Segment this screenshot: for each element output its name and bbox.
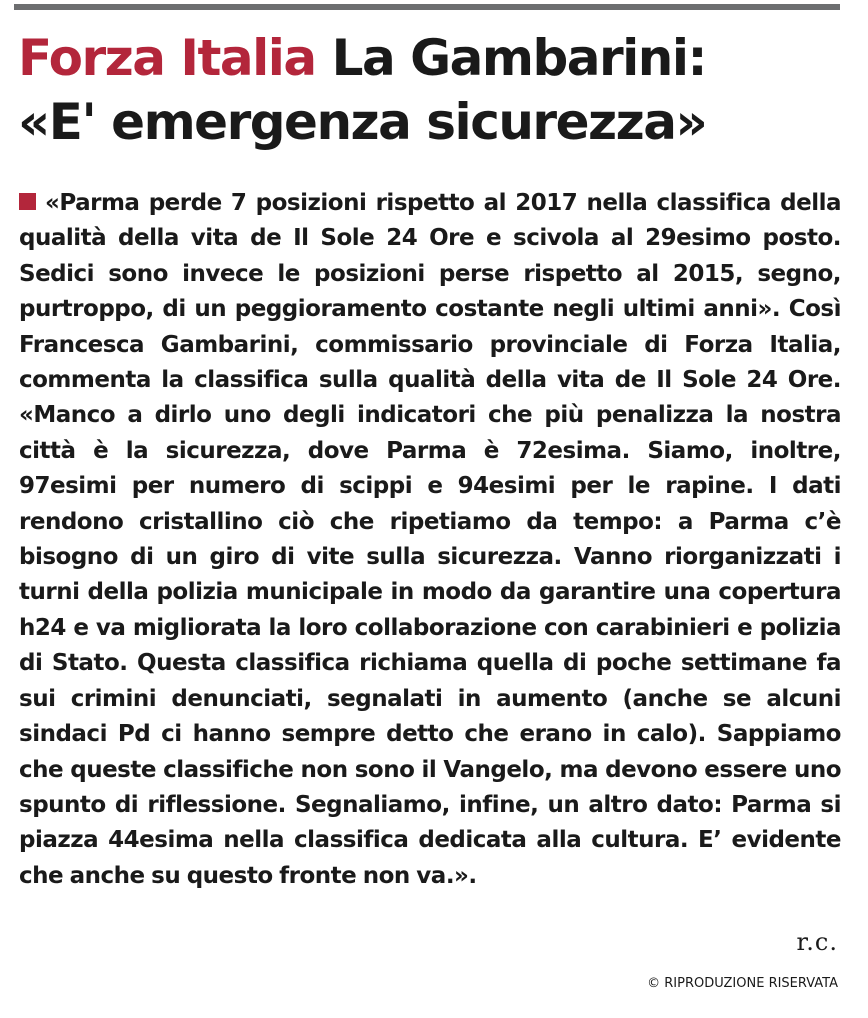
- article-body: [19, 186, 841, 894]
- lead-square-icon: [19, 193, 36, 210]
- headline-title-line1: La Gambarini:: [331, 29, 707, 87]
- headline-title-line2: «E' emergenza sicurezza»: [18, 93, 707, 151]
- author-signature: r.c.: [796, 928, 838, 956]
- headline-kicker: Forza Italia: [18, 29, 316, 87]
- top-rule: [14, 4, 840, 10]
- copyright-notice: © RIPRODUZIONE RISERVATA: [647, 976, 838, 991]
- headline: [18, 26, 848, 154]
- article-body-text: «Parma perde 7 posizioni rispetto al 2017 nella classifica della qualità della vita de Il Sole 24 Ore e scivola al 29esimo posto. Sedici sono invece le posizioni perse rispetto al 2015, segno, purtroppo, di un peggioramento costante negli ultimi anni». Così Francesca Gambarini, commissario provinciale di Forza Italia, commenta la classifica sulla qualità della vita de Il Sole 24 Ore. «Manco a dirlo uno degli indicatori che più penalizza la nostra città è la sicurezza, dove Parma è 72esima. Siamo, inoltre, 97esimi per numero di scippi e 94esimi per le rapine. I dati rendono cristallino ciò che ripetiamo da tempo: a Parma c’è bisogno di un giro di vite sulla sicurezza. Vanno riorganizzati i turni della polizia municipale in modo da garantire una copertura h24 e va migliorata la loro collaborazione con carabinieri e polizia di Stato. Questa classifica richiama quella di poche settimane fa sui crimini denunciati, segnalati in aumento (anche se alcuni sindaci Pd ci hanno sempre detto che erano in calo). Sappiamo che queste classifiche non sono il Vangelo, ma devono essere uno spunto di riflessione. Segnaliamo, infine, un altro dato: Parma si piazza 44esima nella classifica dedicata alla cultura. E’ evidente che anche su questo fronte non va.».: [19, 190, 841, 889]
